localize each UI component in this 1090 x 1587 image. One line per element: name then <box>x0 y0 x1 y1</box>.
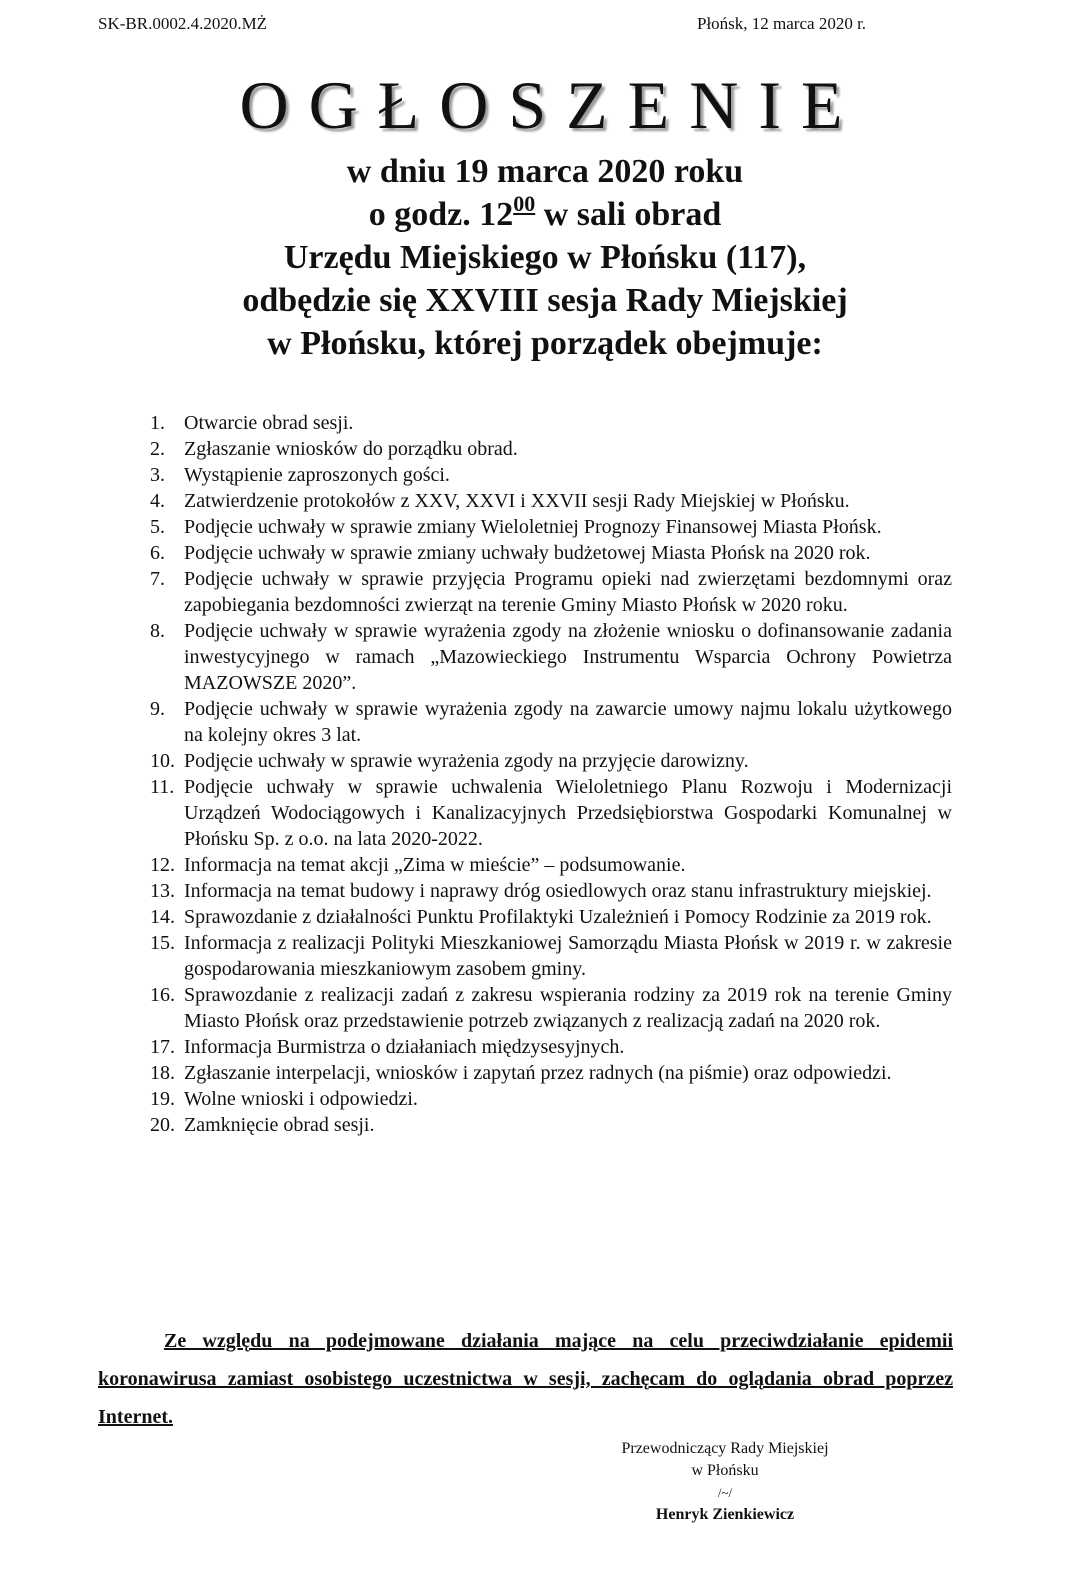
agenda-item <box>150 1086 952 1112</box>
agenda-item-text: Sprawozdanie z realizacji zadań z zakresu wspierania rodziny za 2019 rok na terenie Gminy Miasto Płońsk oraz przedstawienie potrzeb związanych z realizacją zadań na 2020 rok. <box>184 984 952 1032</box>
signature-mark: /~/ <box>717 1485 733 1500</box>
agenda-item-number: 13. <box>150 880 175 902</box>
agenda-item-text: Otwarcie obrad sesji. <box>184 412 354 434</box>
agenda-item-number: 1. <box>150 412 165 434</box>
agenda-item-text: Podjęcie uchwały w sprawie wyrażenia zgody na zawarcie umowy najmu lokalu użytkowego na kolejny okres 3 lat. <box>184 698 952 746</box>
agenda-item <box>150 488 952 514</box>
intro-time-suffix: w sali obrad <box>535 196 722 233</box>
agenda-item-text: Podjęcie uchwały w sprawie wyrażenia zgody na złożenie wniosku o dofinansowanie zadania inwestycyjnego w ramach „Mazowieckiego Instrumentu Wsparcia Ochrony Powietrza MAZOWSZE 2020”. <box>184 620 952 694</box>
agenda-item-text: Zgłaszanie interpelacji, wniosków i zapytań przez radnych (na piśmie) oraz odpowiedzi. <box>184 1062 892 1084</box>
agenda-item-number: 2. <box>150 438 165 460</box>
agenda-item <box>150 904 952 930</box>
agenda-item-text: Zatwierdzenie protokołów z XXV, XXVI i XXVII sesji Rady Miejskiej w Płońsku. <box>184 490 850 512</box>
agenda-item-text: Zgłaszanie wniosków do porządku obrad. <box>184 438 518 460</box>
agenda-item <box>150 618 952 696</box>
agenda-item <box>150 436 952 462</box>
agenda-item-text: Podjęcie uchwały w sprawie zmiany uchwały budżetowej Miasta Płońsk na 2020 rok. <box>184 542 871 564</box>
agenda-item-number: 8. <box>150 620 165 642</box>
agenda-item <box>150 1060 952 1086</box>
signature-block <box>590 1438 860 1526</box>
agenda-item-number: 17. <box>150 1036 175 1058</box>
signatory-name: Henryk Zienkiewicz <box>655 1506 795 1523</box>
page-title: OGŁOSZENIE <box>239 67 863 143</box>
agenda-item-number: 5. <box>150 516 165 538</box>
document-reference: SK-BR.0002.4.2020.MŻ <box>98 14 268 33</box>
agenda-item-text: Podjęcie uchwały w sprawie zmiany Wieloletniej Prognozy Finansowej Miasta Płońsk. <box>184 516 882 538</box>
agenda-item-text: Informacja na temat budowy i naprawy dróg osiedlowych oraz stanu infrastruktury miejskiej. <box>184 880 932 902</box>
intro-date-line: w dniu 19 marca 2020 roku <box>346 153 744 190</box>
place-and-date: Płońsk, 12 marca 2020 r. <box>697 14 867 33</box>
agenda-item <box>150 462 952 488</box>
signature-role-place: w Płońsku <box>691 1462 759 1479</box>
agenda-list <box>0 410 952 1138</box>
agenda-item-text: Podjęcie uchwały w sprawie wyrażenia zgody na przyjęcie darowizny. <box>184 750 749 772</box>
announcement-intro <box>0 150 1090 365</box>
agenda-item-number: 14. <box>150 906 175 928</box>
agenda-item <box>150 878 952 904</box>
agenda-item <box>150 982 952 1034</box>
agenda-item-text: Wolne wnioski i odpowiedzi. <box>184 1088 418 1110</box>
agenda-item <box>150 540 952 566</box>
agenda-item <box>150 566 952 618</box>
agenda-item-text: Zamknięcie obrad sesji. <box>184 1114 375 1136</box>
agenda-item <box>150 410 952 436</box>
agenda-item-number: 6. <box>150 542 165 564</box>
intro-agenda-lead: w Płońsku, której porządek obejmuje: <box>267 325 823 362</box>
agenda-item <box>150 852 952 878</box>
agenda-item-number: 9. <box>150 698 165 720</box>
agenda-item-number: 3. <box>150 464 165 486</box>
agenda-item-number: 15. <box>150 932 175 954</box>
agenda-item <box>150 1034 952 1060</box>
agenda-item-text: Podjęcie uchwały w sprawie uchwalenia Wieloletniego Planu Rozwoju i Modernizacji Urządzeń Wodociągowych i Kanalizacyjnych Przedsiębiorstwa Gospodarki Komunalnej w Płońsku Sp. z o.o. na lata 2020-2022. <box>184 776 952 850</box>
agenda-item-number: 12. <box>150 854 175 876</box>
agenda-item <box>150 1112 952 1138</box>
agenda-item-text: Informacja z realizacji Polityki Mieszkaniowej Samorządu Miasta Płońsk w 2019 r. w zakresie gospodarowania mieszkaniowym zasobem gminy. <box>184 932 952 980</box>
agenda-item-number: 18. <box>150 1062 175 1084</box>
agenda-item-text: Wystąpienie zaproszonych gości. <box>184 464 450 486</box>
agenda-item-number: 19. <box>150 1088 175 1110</box>
intro-venue-line: Urzędu Miejskiego w Płońsku (117), <box>283 239 807 276</box>
signature-role: Przewodniczący Rady Miejskiej <box>621 1440 829 1457</box>
intro-time-prefix: o godz. 12 <box>368 196 514 233</box>
agenda-item-number: 16. <box>150 984 175 1006</box>
agenda-item-number: 20. <box>150 1114 175 1136</box>
agenda-item-text: Sprawozdanie z działalności Punktu Profilaktyki Uzależnień i Pomocy Rodzinie za 2019 rok. <box>184 906 932 928</box>
agenda-item-text: Podjęcie uchwały w sprawie przyjęcia Programu opieki nad zwierzętami bezdomnymi oraz zapobiegania bezdomności zwierząt na terenie Gminy Miasto Płońsk w 2020 roku. <box>184 568 952 616</box>
intro-time-minutes: 00 <box>513 191 536 216</box>
intro-time-line <box>0 193 1090 236</box>
agenda-item <box>150 774 952 852</box>
agenda-item-number: 4. <box>150 490 165 512</box>
agenda-item-number: 11. <box>150 776 175 798</box>
agenda-item-number: 7. <box>150 568 165 590</box>
agenda-item <box>150 514 952 540</box>
agenda-item-text: Informacja na temat akcji „Zima w mieście” – podsumowanie. <box>184 854 686 876</box>
agenda-item-number: 10. <box>150 750 175 772</box>
agenda-item <box>150 748 952 774</box>
epidemic-notice: Ze względu na podejmowane działania mające na celu przeciwdziałanie epidemii koronawirusa zamiast osobistego uczestnictwa w sesji, zachęcam do oglądania obrad poprzez Internet. <box>98 1330 953 1428</box>
agenda-item <box>150 930 952 982</box>
agenda-item <box>150 696 952 748</box>
agenda-item-text: Informacja Burmistrza o działaniach międzysesyjnych. <box>184 1036 625 1058</box>
intro-session-line: odbędzie się XXVIII sesja Rady Miejskiej <box>242 282 848 319</box>
